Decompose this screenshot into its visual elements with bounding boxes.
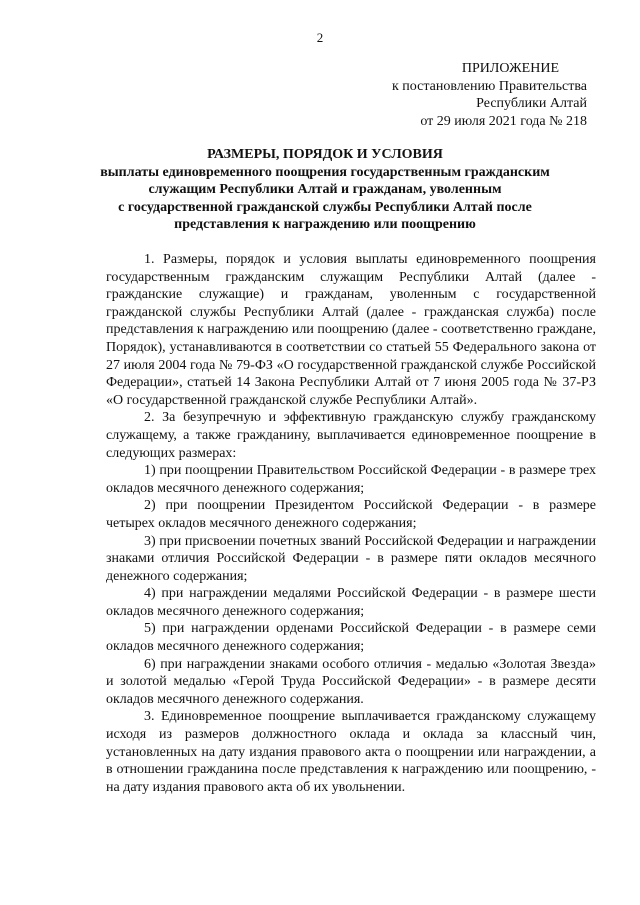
appendix-line: к постановлению Правительства [391,78,587,94]
appendix-block [347,60,587,130]
paragraph: 1) при поощрении Правительством Российской Федерации - в размере трех окладов месячного денежного содержания; [106,463,596,496]
paragraph: 2) при поощрении Президентом Российской Федерации - в размере четырех окладов месячного денежного содержания; [106,498,596,531]
appendix-line: Республики Алтай [476,96,587,111]
paragraph: 6) при награждении знаками особого отличия - медалью «Золотая Звезда» и золотой медалью «Герой Труда Российской Федерации» - в размере десяти окладов месячного денежного содержания. [106,656,596,707]
heading-line: служащим Республики Алтай и гражданам, уволенным [148,182,502,197]
appendix-line: от 29 июля 2021 года № 218 [420,113,587,129]
paragraph: 5) при награждении орденами Российской Федерации - в размере семи окладов месячного денежного содержания; [106,621,596,655]
paragraph: 1. Размеры, порядок и условия выплаты единовременного поощрения государственным гражданским служащим Республики Алтай (далее - гражданские служащие) и гражданам, уволенным с государственной гражданской службы Республики Алтай (далее - гражданская служба) после представления к награждению или поощрению (далее - соответственно граждане, Порядок), устанавливаются в соответствии со статьей 55 Федерального закона от 27 июля 2004 года № 79-ФЗ «О государственной гражданской службе Российской Федерации», статьей 14 Закона Республики Алтай от 7 июня 2005 года № 37-РЗ «О государственной гражданской службе Республики Алтай». [106,252,596,408]
paragraph: 3) при присвоении почетных званий Российской Федерации и награждении знаками отличия Российской Федерации - в размере пяти окладов месячного денежного содержания; [106,533,596,584]
heading-line: с государственной гражданской службы Республики Алтай после [118,199,532,215]
appendix-title: ПРИЛОЖЕНИЕ [461,61,559,76]
heading-title: РАЗМЕРЫ, ПОРЯДОК И УСЛОВИЯ [207,147,443,162]
paragraph: 2. За безупречную и эффективную гражданскую службу гражданскому служащему, а также гражданину, выплачивается единовременное поощрение в следующих размерах: [106,410,596,461]
paragraph: 3. Единовременное поощрение выплачивается гражданскому служащему исходя из размеров должностного оклада и оклада за классный чин, установленных на дату издания правового акта о поощрении или награждении, а в отношении гражданина после представления к награждению или поощрению, - на дату издания правового акта об их увольнении. [106,709,596,795]
heading-line: выплаты единовременного поощрения государственным гражданским [100,164,550,180]
document-body [106,251,596,796]
heading-line: представления к награждению или поощрению [174,217,476,232]
document-heading [60,146,590,234]
paragraph: 4) при награждении медалями Российской Федерации - в размере шести окладов месячного денежного содержания; [106,586,596,619]
page-number: 2 [316,30,324,45]
